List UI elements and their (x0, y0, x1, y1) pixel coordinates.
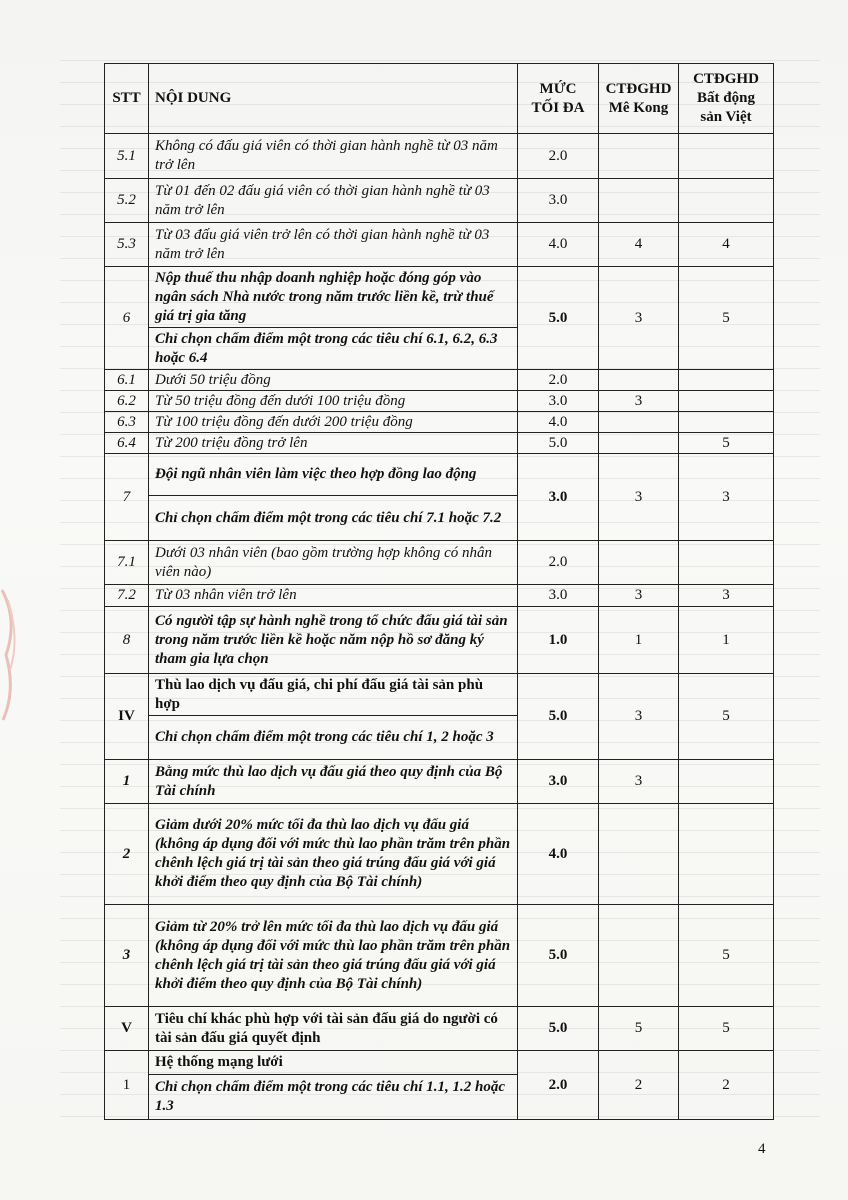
header-col2-line2: Bất động (697, 90, 755, 106)
table-row (105, 370, 774, 391)
row-content: Bằng mức thù lao dịch vụ đấu giá theo quy định của Bộ Tài chính (149, 760, 518, 804)
row-max: 4.0 (518, 412, 599, 433)
row-score-mekong (599, 804, 679, 905)
row-max: 3.0 (518, 391, 599, 412)
table-row (105, 223, 774, 267)
row-stt: IV (105, 674, 149, 760)
row-max: 5.0 (518, 674, 599, 760)
row-stt: 1 (105, 1051, 149, 1120)
row-score-bds-viet (679, 804, 774, 905)
table-row (105, 1007, 774, 1051)
row-content: Tiêu chí khác phù hợp với tài sản đấu giá do người có tài sản đấu giá quyết định (149, 1007, 518, 1051)
row-score-bds-viet: 1 (679, 607, 774, 674)
row-content: Giảm từ 20% trở lên mức tối đa thù lao dịch vụ đấu giá (không áp dụng đối với mức thù lao phần trăm trên phần chênh lệch giá trị tài sản theo giá trúng đấu giá với giá khởi điểm theo quy định của Bộ Tài chính) (149, 905, 518, 1007)
row-content: Từ 01 đến 02 đấu giá viên có thời gian hành nghề từ 03 năm trở lên (149, 179, 518, 223)
table-row (105, 1051, 774, 1075)
row-score-bds-viet: 5 (679, 905, 774, 1007)
row-content: Hệ thống mạng lưới (149, 1051, 518, 1075)
row-score-bds-viet: 3 (679, 585, 774, 607)
table-row (105, 391, 774, 412)
row-score-mekong (599, 179, 679, 223)
row-content: Dưới 50 triệu đồng (149, 370, 518, 391)
row-content: Thù lao dịch vụ đấu giá, chi phí đấu giá tài sản phù hợp (149, 674, 518, 716)
row-content: Từ 03 đấu giá viên trở lên có thời gian hành nghề từ 03 năm trở lên (149, 223, 518, 267)
row-stt: 1 (105, 760, 149, 804)
header-col2-line1: CTĐGHD (693, 71, 759, 87)
row-content: Từ 200 triệu đồng trở lên (149, 433, 518, 454)
row-max: 5.0 (518, 1007, 599, 1051)
row-score-mekong: 4 (599, 223, 679, 267)
row-stt: V (105, 1007, 149, 1051)
row-score-mekong (599, 370, 679, 391)
row-stt: 6.1 (105, 370, 149, 391)
table-row (105, 760, 774, 804)
row-score-mekong: 5 (599, 1007, 679, 1051)
table-row (105, 541, 774, 585)
row-max: 4.0 (518, 223, 599, 267)
row-stt: 7 (105, 454, 149, 541)
row-max: 3.0 (518, 454, 599, 541)
row-stt: 7.2 (105, 585, 149, 607)
row-max: 5.0 (518, 267, 599, 370)
row-score-mekong (599, 905, 679, 1007)
row-stt: 2 (105, 804, 149, 905)
table-row (105, 179, 774, 223)
row-stt: 6 (105, 267, 149, 370)
row-score-bds-viet: 4 (679, 223, 774, 267)
row-max: 3.0 (518, 179, 599, 223)
row-content: Nộp thuế thu nhập doanh nghiệp hoặc đóng góp vào ngân sách Nhà nước trong năm trước liền kề, trừ thuế giá trị gia tăng (149, 267, 518, 328)
row-stt: 6.2 (105, 391, 149, 412)
table-row (105, 433, 774, 454)
header-col2 (679, 64, 774, 134)
row-score-mekong: 2 (599, 1051, 679, 1120)
evaluation-table (104, 63, 774, 1120)
header-col1-line2: Mê Kong (608, 99, 669, 116)
row-max: 5.0 (518, 433, 599, 454)
row-stt: 5.2 (105, 179, 149, 223)
header-stt: STT (105, 64, 149, 134)
row-score-bds-viet (679, 412, 774, 433)
page-number: 4 (758, 1141, 766, 1157)
table-row (105, 607, 774, 674)
row-score-mekong: 3 (599, 674, 679, 760)
row-sub-note: Chỉ chọn chấm điểm một trong các tiêu chí 7.1 hoặc 7.2 (149, 496, 518, 541)
row-stt: 6.4 (105, 433, 149, 454)
row-content: Đội ngũ nhân viên làm việc theo hợp đồng lao động (149, 454, 518, 496)
row-score-mekong: 3 (599, 760, 679, 804)
row-sub-note: Chỉ chọn chấm điểm một trong các tiêu chí 1.1, 1.2 hoặc 1.3 (149, 1075, 518, 1120)
row-content: Từ 50 triệu đồng đến dưới 100 triệu đồng (149, 391, 518, 412)
row-content: Không có đấu giá viên có thời gian hành nghề từ 03 năm trở lên (149, 134, 518, 179)
table-row (105, 804, 774, 905)
row-max: 3.0 (518, 760, 599, 804)
header-max-line1: MỨC (539, 80, 577, 97)
header-max-line2: TỐI ĐA (531, 99, 585, 116)
row-score-bds-viet (679, 760, 774, 804)
table-row (105, 674, 774, 716)
row-content: Có người tập sự hành nghề trong tổ chức đấu giá tài sản trong năm trước liền kề hoặc năm nộp hồ sơ đăng ký tham gia lựa chọn (149, 607, 518, 674)
row-score-mekong: 3 (599, 454, 679, 541)
table-row (105, 905, 774, 1007)
row-score-mekong: 1 (599, 607, 679, 674)
row-sub-note: Chỉ chọn chấm điểm một trong các tiêu chí 1, 2 hoặc 3 (149, 716, 518, 760)
row-max: 2.0 (518, 1051, 599, 1120)
row-score-bds-viet (679, 391, 774, 412)
row-score-bds-viet: 5 (679, 433, 774, 454)
row-max: 2.0 (518, 370, 599, 391)
row-stt: 3 (105, 905, 149, 1007)
red-stamp-fragment (0, 580, 22, 730)
row-max: 2.0 (518, 541, 599, 585)
row-score-mekong: 3 (599, 585, 679, 607)
row-content: Giảm dưới 20% mức tối đa thù lao dịch vụ đấu giá (không áp dụng đối với mức thù lao phần trăm trên phần chênh lệch giá trị tài sản theo giá trúng đấu giá với giá khởi điểm theo quy định của Bộ Tài chính) (149, 804, 518, 905)
row-stt: 6.3 (105, 412, 149, 433)
header-max (518, 64, 599, 134)
header-col1-line1: CTĐGHD (605, 80, 672, 97)
row-score-bds-viet: 2 (679, 1051, 774, 1120)
row-score-bds-viet (679, 541, 774, 585)
table-row (105, 134, 774, 179)
row-score-mekong (599, 541, 679, 585)
row-max: 4.0 (518, 804, 599, 905)
row-max: 2.0 (518, 134, 599, 179)
row-stt: 7.1 (105, 541, 149, 585)
header-row (105, 64, 774, 134)
row-score-mekong (599, 433, 679, 454)
row-content: Dưới 03 nhân viên (bao gồm trường hợp không có nhân viên nào) (149, 541, 518, 585)
table-row (105, 267, 774, 328)
header-col2-line3: sản Việt (700, 109, 752, 125)
row-content: Từ 100 triệu đồng đến dưới 200 triệu đồng (149, 412, 518, 433)
row-score-bds-viet (679, 370, 774, 391)
row-score-bds-viet: 5 (679, 674, 774, 760)
header-col1 (599, 64, 679, 134)
row-max: 3.0 (518, 585, 599, 607)
table-row (105, 454, 774, 496)
row-score-bds-viet (679, 179, 774, 223)
header-content: NỘI DUNG (149, 64, 518, 134)
row-score-mekong (599, 134, 679, 179)
row-stt: 8 (105, 607, 149, 674)
row-sub-note: Chỉ chọn chấm điểm một trong các tiêu chí 6.1, 6.2, 6.3 hoặc 6.4 (149, 328, 518, 370)
row-score-mekong (599, 412, 679, 433)
row-max: 5.0 (518, 905, 599, 1007)
row-score-bds-viet: 5 (679, 1007, 774, 1051)
row-stt: 5.3 (105, 223, 149, 267)
table-row (105, 412, 774, 433)
row-stt: 5.1 (105, 134, 149, 179)
row-score-bds-viet (679, 134, 774, 179)
row-score-bds-viet: 3 (679, 454, 774, 541)
row-max: 1.0 (518, 607, 599, 674)
table-row (105, 585, 774, 607)
row-score-mekong: 3 (599, 267, 679, 370)
row-score-bds-viet: 5 (679, 267, 774, 370)
row-score-mekong: 3 (599, 391, 679, 412)
row-content: Từ 03 nhân viên trở lên (149, 585, 518, 607)
